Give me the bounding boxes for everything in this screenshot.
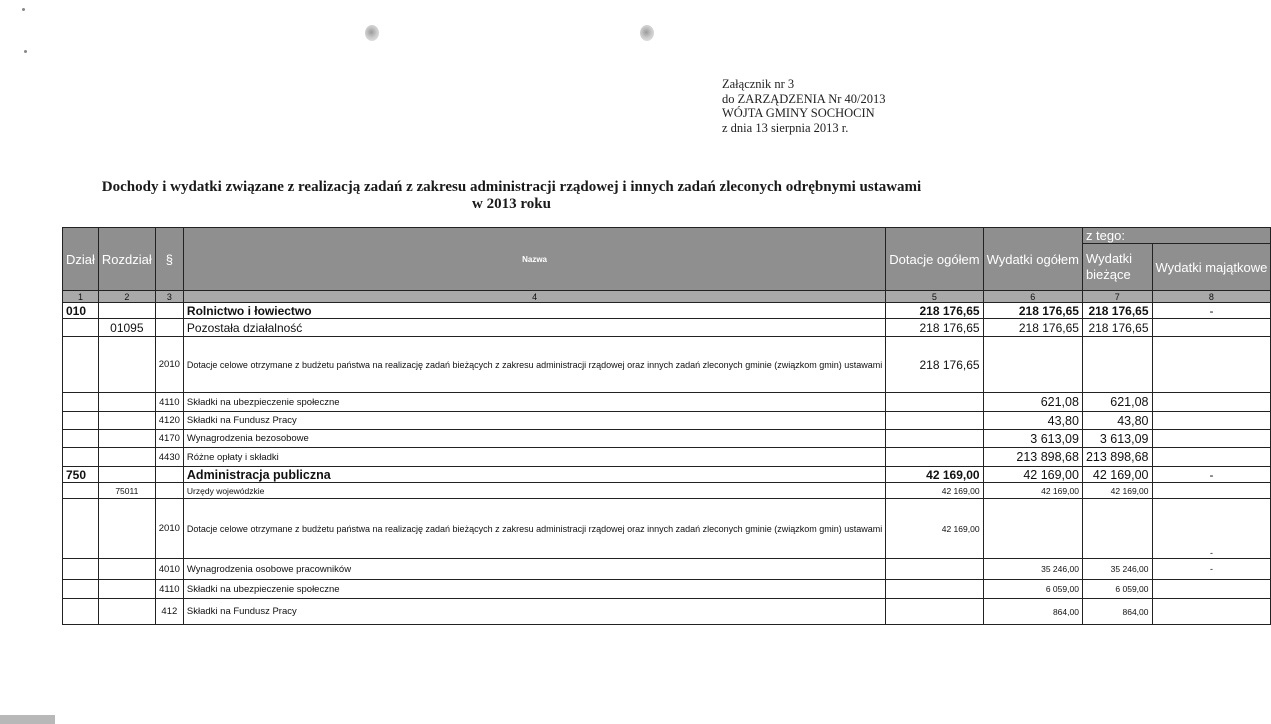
cell-paragraf: 4430 [155, 448, 183, 467]
cell-majatkowe [1152, 580, 1271, 599]
cell-rozdzial [98, 448, 155, 467]
cell-biezace: 218 176,65 [1082, 303, 1152, 319]
cell-wydatki: 6 059,00 [983, 580, 1082, 599]
cell-biezace: 6 059,00 [1082, 580, 1152, 599]
budget-table [62, 227, 1271, 625]
cell-majatkowe [1152, 599, 1271, 625]
cell-rozdzial [98, 499, 155, 559]
cell-paragraf: 4110 [155, 393, 183, 412]
table-row [63, 430, 1271, 448]
cell-nazwa: Administracja publiczna [183, 467, 885, 483]
table-row [63, 467, 1271, 483]
cell-majatkowe [1152, 430, 1271, 448]
cell-dzial [63, 499, 99, 559]
cell-paragraf: 412 [155, 599, 183, 625]
cell-dzial [63, 319, 99, 337]
cell-dzial [63, 483, 99, 499]
cell-paragraf [155, 483, 183, 499]
cell-biezace: 42 169,00 [1082, 467, 1152, 483]
cell-dotacje [886, 412, 983, 430]
cell-paragraf [155, 303, 183, 319]
table-row [63, 559, 1271, 580]
cell-biezace: 218 176,65 [1082, 319, 1152, 337]
cell-nazwa: Różne opłaty i składki [183, 448, 885, 467]
cell-nazwa: Dotacje celowe otrzymane z budżetu państwa na realizację zadań bieżących z zakresu administracji rządowej oraz innych zadań zleconych gminie (związkom gmin) ustawami [183, 499, 885, 559]
title-line: Dochody i wydatki związane z realizacją zadań z zakresu administracji rządowej i innych zadań zleconych odrębnymi ustawami [101, 179, 922, 195]
header-dzial: Dział [63, 228, 99, 291]
cell-dotacje: 42 169,00 [886, 499, 983, 559]
cell-biezace: 42 169,00 [1082, 483, 1152, 499]
cell-rozdzial: 75011 [98, 483, 155, 499]
scan-speck [22, 8, 25, 11]
cell-dotacje [886, 393, 983, 412]
cell-paragraf: 4010 [155, 559, 183, 580]
cell-paragraf: 4110 [155, 580, 183, 599]
cell-biezace: 3 613,09 [1082, 430, 1152, 448]
cell-dotacje: 218 176,65 [886, 337, 983, 393]
cell-nazwa: Składki na Fundusz Pracy [183, 599, 885, 625]
column-number: 3 [155, 291, 183, 303]
cell-dzial: 750 [63, 467, 99, 483]
table-row [63, 319, 1271, 337]
annex-header [722, 77, 886, 135]
cell-dzial [63, 599, 99, 625]
cell-paragraf: 2010 [155, 337, 183, 393]
cell-rozdzial [98, 430, 155, 448]
column-number: 1 [63, 291, 99, 303]
header-paragraf: § [155, 228, 183, 291]
cell-rozdzial [98, 393, 155, 412]
cell-dzial [63, 430, 99, 448]
column-number: 6 [983, 291, 1082, 303]
cell-nazwa: Pozostała działalność [183, 319, 885, 337]
punch-hole-right [640, 25, 654, 41]
cell-majatkowe: - [1152, 559, 1271, 580]
cell-wydatki: 218 176,65 [983, 303, 1082, 319]
cell-biezace: 213 898,68 [1082, 448, 1152, 467]
cell-biezace: 35 246,00 [1082, 559, 1152, 580]
header-wydatki-ogolem: Wydatki ogółem [983, 228, 1082, 291]
cell-dzial: 010 [63, 303, 99, 319]
cell-wydatki: 864,00 [983, 599, 1082, 625]
cell-rozdzial [98, 559, 155, 580]
cell-dotacje [886, 559, 983, 580]
cell-majatkowe [1152, 483, 1271, 499]
cell-dotacje [886, 599, 983, 625]
title-line: w 2013 roku [472, 196, 551, 212]
annex-line: z dnia 13 sierpnia 2013 r. [722, 120, 849, 135]
header-z-tego: z tego: [1082, 228, 1270, 244]
cell-wydatki [983, 337, 1082, 393]
cell-rozdzial [98, 599, 155, 625]
table-row [63, 599, 1271, 625]
cell-wydatki: 213 898,68 [983, 448, 1082, 467]
cell-majatkowe: - [1152, 303, 1271, 319]
cell-wydatki: 3 613,09 [983, 430, 1082, 448]
column-number: 7 [1082, 291, 1152, 303]
cell-nazwa: Dotacje celowe otrzymane z budżetu państwa na realizację zadań bieżących z zakresu administracji rządowej oraz innych zadań zleconych gminie (związkom gmin) ustawami [183, 337, 885, 393]
cell-dotacje [886, 580, 983, 599]
cell-wydatki: 35 246,00 [983, 559, 1082, 580]
scan-speck [24, 50, 27, 53]
cell-dotacje: 42 169,00 [886, 483, 983, 499]
cell-biezace [1082, 499, 1152, 559]
cell-majatkowe: - [1152, 467, 1271, 483]
table-row [63, 303, 1271, 319]
table-row [63, 499, 1271, 559]
cell-dotacje: 42 169,00 [886, 467, 983, 483]
table-row [63, 393, 1271, 412]
scan-edge-mark [0, 715, 55, 724]
cell-majatkowe [1152, 448, 1271, 467]
cell-paragraf [155, 319, 183, 337]
cell-rozdzial [98, 303, 155, 319]
cell-wydatki: 42 169,00 [983, 467, 1082, 483]
cell-wydatki: 43,80 [983, 412, 1082, 430]
cell-rozdzial [98, 580, 155, 599]
cell-nazwa: Składki na Fundusz Pracy [183, 412, 885, 430]
column-number: 8 [1152, 291, 1271, 303]
annex-line: WÓJTA GMINY SOCHOCIN [722, 106, 875, 120]
table-row [63, 580, 1271, 599]
table-row [63, 448, 1271, 467]
header-nazwa: Nazwa [183, 228, 885, 291]
column-number: 5 [886, 291, 983, 303]
cell-rozdzial [98, 467, 155, 483]
cell-paragraf: 4120 [155, 412, 183, 430]
cell-dzial [63, 448, 99, 467]
cell-wydatki: 42 169,00 [983, 483, 1082, 499]
cell-wydatki: 218 176,65 [983, 319, 1082, 337]
cell-biezace: 43,80 [1082, 412, 1152, 430]
cell-dzial [63, 412, 99, 430]
cell-paragraf [155, 467, 183, 483]
punch-hole-left [365, 25, 379, 41]
cell-paragraf: 2010 [155, 499, 183, 559]
cell-rozdzial [98, 337, 155, 393]
header-wydatki-majatkowe: Wydatki majątkowe [1152, 244, 1271, 291]
cell-wydatki: 621,08 [983, 393, 1082, 412]
cell-majatkowe [1152, 412, 1271, 430]
cell-dotacje: 218 176,65 [886, 303, 983, 319]
cell-biezace: 621,08 [1082, 393, 1152, 412]
cell-dotacje [886, 430, 983, 448]
cell-biezace [1082, 337, 1152, 393]
cell-nazwa: Rolnictwo i łowiectwo [183, 303, 885, 319]
header-wydatki-biezace: Wydatki bieżące [1082, 244, 1152, 291]
cell-paragraf: 4170 [155, 430, 183, 448]
cell-majatkowe [1152, 337, 1271, 393]
cell-nazwa: Wynagrodzenia bezosobowe [183, 430, 885, 448]
column-number: 4 [183, 291, 885, 303]
cell-wydatki [983, 499, 1082, 559]
table-row [63, 483, 1271, 499]
annex-line: Załącznik nr 3 [722, 77, 795, 91]
cell-biezace: 864,00 [1082, 599, 1152, 625]
table-row [63, 412, 1271, 430]
cell-nazwa: Urzędy wojewódzkie [183, 483, 885, 499]
cell-nazwa: Wynagrodzenia osobowe pracowników [183, 559, 885, 580]
cell-rozdzial [98, 412, 155, 430]
cell-dzial [63, 337, 99, 393]
cell-rozdzial: 01095 [98, 319, 155, 337]
cell-dzial [63, 559, 99, 580]
cell-dotacje: 218 176,65 [886, 319, 983, 337]
header-rozdzial: Rozdział [98, 228, 155, 291]
cell-dzial [63, 393, 99, 412]
cell-nazwa: Składki na ubezpieczenie społeczne [183, 393, 885, 412]
cell-majatkowe: - [1152, 499, 1271, 559]
cell-majatkowe [1152, 319, 1271, 337]
cell-nazwa: Składki na ubezpieczenie społeczne [183, 580, 885, 599]
table-row [63, 337, 1271, 393]
header-dotacje: Dotacje ogółem [886, 228, 983, 291]
document-title [0, 179, 1023, 213]
cell-dzial [63, 580, 99, 599]
annex-line: do ZARZĄDZENIA Nr 40/2013 [722, 91, 886, 106]
column-number: 2 [98, 291, 155, 303]
cell-dotacje [886, 448, 983, 467]
cell-majatkowe [1152, 393, 1271, 412]
